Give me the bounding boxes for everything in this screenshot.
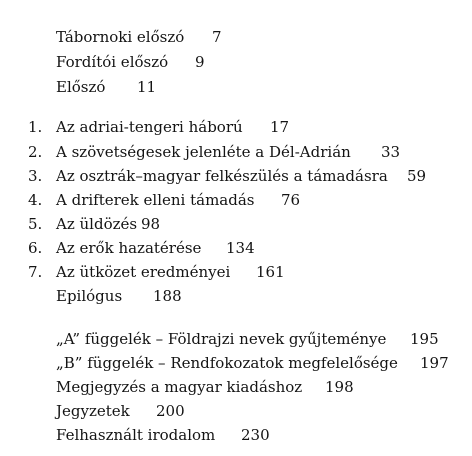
toc-entry-number: 6. <box>28 239 43 257</box>
toc-entry-title: A szövetségesek jelenléte a Dél-Adrián <box>56 143 351 161</box>
toc-entry-number: 4. <box>28 191 43 209</box>
toc-entry-page: 198 <box>325 378 354 396</box>
toc-entry-page: 161 <box>256 263 285 281</box>
toc-entry-page: 17 <box>270 118 290 136</box>
toc-entry-page: 197 <box>420 354 449 372</box>
toc-entry-title: Epilógus <box>56 287 123 305</box>
toc-entry-page: 11 <box>137 78 157 96</box>
toc-entry-page: 59 <box>407 167 427 185</box>
toc-entry-number: 1. <box>28 118 43 136</box>
toc-entry-page: 230 <box>241 426 270 444</box>
toc-entry-title: Az osztrák–magyar felkészülés a támadásra <box>56 167 388 185</box>
toc-entry-title: Az erők hazatérése <box>56 239 202 257</box>
toc-entry-title: Felhasznált irodalom <box>56 426 216 444</box>
toc-entry-page: 9 <box>195 53 205 71</box>
toc-entry-title: „B” függelék – Rendfokozatok megfelelősége <box>56 354 398 372</box>
toc-entry-page: 98 <box>141 215 161 233</box>
toc-entry-title: A drifterek elleni támadás <box>56 191 255 209</box>
toc-entry-number: 2. <box>28 143 43 161</box>
toc-entry-page: 134 <box>226 239 255 257</box>
toc-entry-page: 195 <box>410 330 439 348</box>
toc-entry-title: Az adriai-tengeri háború <box>56 118 243 136</box>
toc-entry-title: Jegyzetek <box>56 402 130 420</box>
toc-entry-number: 5. <box>28 215 43 233</box>
toc-entry-title: Az ütközet eredményei <box>56 263 231 281</box>
toc-entry-title: „A” függelék – Földrajzi nevek gyűjteménye <box>56 330 387 348</box>
toc-entry-title: Tábornoki előszó <box>56 28 185 46</box>
toc-entry-title: Előszó <box>56 78 106 96</box>
toc-entry-page: 76 <box>281 191 301 209</box>
toc-entry-title: Az üldözés <box>56 215 138 233</box>
toc-entry-title: Megjegyzés a magyar kiadáshoz <box>56 378 303 396</box>
toc-entry-page: 200 <box>156 402 185 420</box>
toc-entry-page: 188 <box>153 287 182 305</box>
toc-entry-number: 3. <box>28 167 43 185</box>
toc-entry-title: Fordítói előszó <box>56 53 169 71</box>
toc-entry-page: 33 <box>381 143 401 161</box>
toc-entry-page: 7 <box>212 28 222 46</box>
toc-entry-number: 7. <box>28 263 43 281</box>
